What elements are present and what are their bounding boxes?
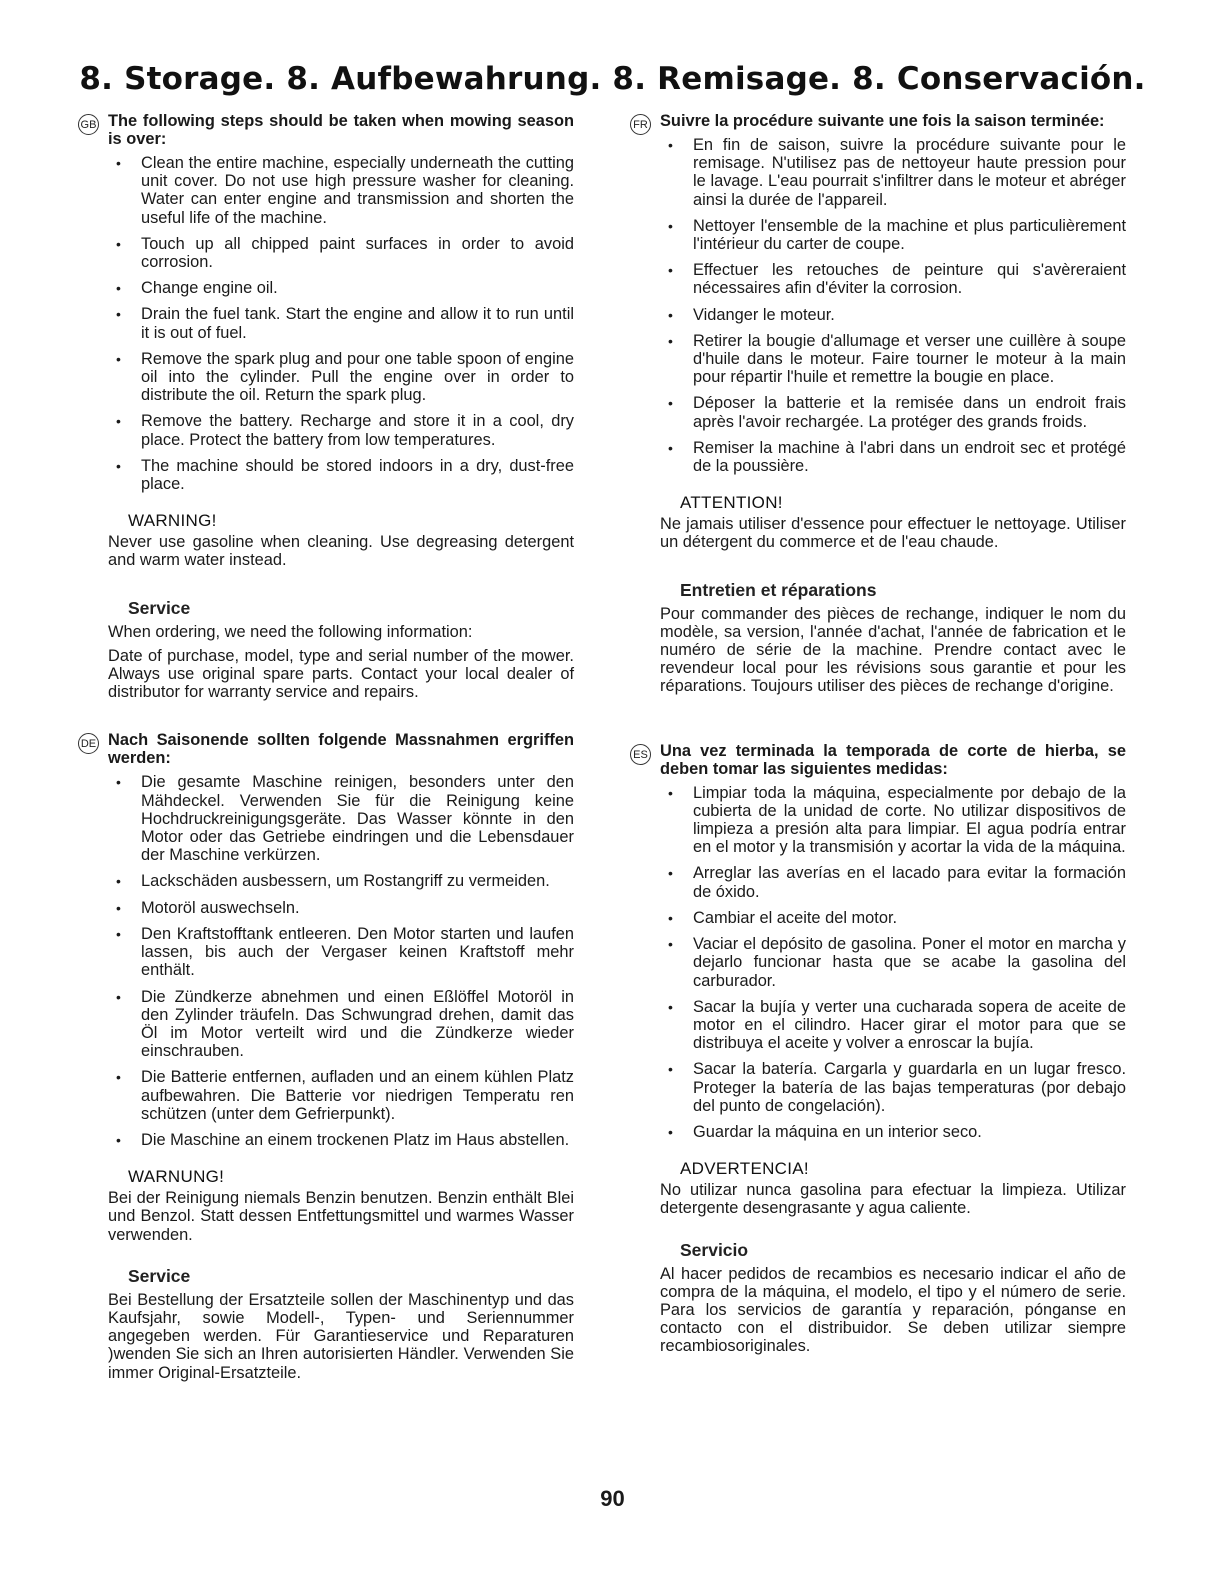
- list-item: • Remove the spark plug and pour one table spoon of engine oil into the cylinder. Pull the engine over in order to distribute the oil. Return the spark plug.: [116, 349, 574, 405]
- list-item: • Sacar la bujía y verter una cucharada sopera de aceite de motor en el cilindro. Hacer girar el motor para que se distribuya el aceite y volver a enroscar la bujía.: [668, 997, 1126, 1053]
- list-item: • Den Kraftstofftank entleeren. Den Motor starten und laufen lassen, bis auch der Vergaser keinen Kraftstoff mehr enthält.: [116, 924, 574, 980]
- list-item: • Retirer la bougie d'allumage et verser une cuillère à soupe d'huile dans le moteur. Faire tourner le moteur à la main pour répartir l'huile et remettre la bougie en place.: [668, 331, 1126, 387]
- section-de: [80, 731, 574, 1382]
- section-fr: [633, 112, 1126, 696]
- steps-list: [108, 154, 574, 493]
- language-badge-gb: GB: [78, 114, 99, 135]
- list-item: • Limpiar toda la máquina, especialmente por debajo de la cubierta de la unidad de corte. No utilizar dispositivos de limpieza a presión alta para limpiar. El agua podría entrar en el motor y la transmisión y acortar la vida de la máquina.: [668, 783, 1126, 857]
- intro-heading: Nach Saisonende sollten folgende Massnahmen ergriffen werden:: [108, 731, 574, 768]
- warning-text: Never use gasoline when cleaning. Use degreasing detergent and warm water instead.: [108, 533, 574, 570]
- warning-heading: ATTENTION!: [680, 493, 783, 513]
- service-text: Al hacer pedidos de recambios es necesario indicar el año de compra de la máquina, el modelo, el tipo y el número de serie. Para los servicios de garantía y reparación, pónganse en contacto con el distribuidor. Se deben utilizar siempre recambiosoriginales.: [660, 1264, 1126, 1356]
- list-item: • Remiser la machine à l'abri dans un endroit sec et protégé de la poussière.: [668, 438, 1126, 476]
- list-item: • Cambiar el aceite del motor.: [668, 908, 898, 927]
- warning-heading: WARNUNG!: [128, 1167, 225, 1187]
- service-text: Date of purchase, model, type and serial number of the mower. Always use original spare parts. Contact your local dealer of distributor for warranty service and repairs.: [108, 646, 574, 702]
- section-es: [633, 741, 1126, 1356]
- steps-list: [108, 773, 574, 1149]
- warning-text: No utilizar nunca gasolina para efectuar la limpieza. Utilizar detergente desengrasante y agua caliente.: [660, 1181, 1126, 1218]
- list-item: • Arreglar las averías en el lacado para evitar la formación de óxido.: [668, 864, 1126, 901]
- list-item: • Touch up all chipped paint surfaces in order to avoid corrosion.: [116, 234, 574, 272]
- left-column: [80, 112, 574, 1388]
- service-heading: Service: [128, 597, 191, 618]
- list-item: • Remove the battery. Recharge and store it in a cool, dry place. Protect the battery from low temperatures.: [116, 412, 574, 449]
- right-column: [633, 112, 1126, 1362]
- page-title: 8. Storage. 8. Aufbewahrung. 8. Remisage. 8. Conservación.: [79, 60, 1146, 97]
- list-item: • Change engine oil.: [116, 279, 278, 298]
- list-item: • En fin de saison, suivre la procédure suivante pour le remisage. N'utilisez pas de nettoyeur haute pression pour le lavage. L'eau pourrait s'infiltrer dans le moteur et abréger ainsi la durée de l'appareil.: [668, 136, 1126, 209]
- list-item: • Vaciar el depósito de gasolina. Poner el motor en marcha y dejarlo funcionar hasta que se acabe la gasolina del carburador.: [668, 935, 1126, 990]
- list-item: • Drain the fuel tank. Start the engine and allow it to run until it is out of fuel.: [116, 305, 574, 342]
- list-item: • Die Batterie entfernen, aufladen und an einem kühlen Platz aufbewahren. Die Batterie vor niedrigen Temperatu ren schützen (unter dem Gefrierpunkt).: [116, 1068, 574, 1123]
- service-heading: Entretien et réparations: [680, 579, 877, 600]
- page-number: 90: [600, 1486, 625, 1511]
- list-item: • Motoröl auswechseln.: [116, 898, 300, 917]
- service-heading: Service: [128, 1265, 191, 1286]
- warning-text: Ne jamais utiliser d'essence pour effectuer le nettoyage. Utiliser un détergent du commerce et de l'eau chaude.: [660, 515, 1126, 552]
- list-item: • Nettoyer l'ensemble de la machine et plus particulièrement l'intérieur du carter de coupe.: [668, 216, 1126, 254]
- service-text: When ordering, we need the following information:: [108, 622, 473, 641]
- list-item: • Clean the entire machine, especially underneath the cutting unit cover. Do not use high pressure washer for cleaning. Water can enter engine and transmission and shorten the useful life of the machine.: [116, 154, 574, 227]
- warning-heading: WARNING!: [128, 511, 217, 531]
- steps-list: [660, 136, 1126, 475]
- list-item: • Die Zündkerze abnehmen und einen Eßlöffel Motoröl in den Zylinder träufeln. Das Schwungrad drehen, damit das Öl im Motor verteilt wird und die Zündkerze wieder einschrauben.: [116, 987, 574, 1061]
- list-item: • The machine should be stored indoors in a dry, dust-free place.: [116, 456, 574, 494]
- language-badge-es: ES: [630, 744, 651, 765]
- warning-text: Bei der Reinigung niemals Benzin benutzen. Benzin enthält Blei und Benzol. Statt dessen Entfettungsmittel und warmes Wasser verwenden.: [108, 1189, 574, 1244]
- list-item: • Déposer la batterie et la remisée dans un endroit frais après l'avoir rechargée. La protéger des grands froids.: [668, 394, 1126, 431]
- intro-heading: Una vez terminada la temporada de corte de hierba, se deben tomar las siguientes medidas:: [660, 741, 1126, 778]
- service-heading: Servicio: [680, 1239, 749, 1260]
- steps-list: [660, 784, 1126, 1141]
- list-item: • Guardar la máquina en un interior seco.: [668, 1122, 982, 1141]
- list-item: • Effectuer les retouches de peinture qui s'avèreraient nécessaires afin d'éviter la corrosion.: [668, 261, 1126, 298]
- language-badge-de: DE: [78, 733, 99, 754]
- list-item: • Die gesamte Maschine reinigen, besonders unter den Mähdeckel. Verwenden Sie für die Reinigung keine Hochdruckreinigungsgeräte. Das Wasser könnte in den Motor oder das Getriebe eindringen und die Lebensdauer der Maschine verkürzen.: [116, 773, 574, 865]
- service-text: Pour commander des pièces de rechange, indiquer le nom du modèle, sa version, l'année d'achat, l'année de fabrication et le numéro de série de la machine. Prendre contact avec le revendeur local pour les révisions sous garantie et pour les réparations. Toujours utiliser des pièces de rechange d'origine.: [660, 604, 1126, 696]
- intro-heading: Suivre la procédure suivante une fois la saison terminée:: [660, 112, 1105, 130]
- warning-heading: ADVERTENCIA!: [680, 1159, 809, 1179]
- intro-heading: The following steps should be taken when mowing season is over:: [108, 112, 574, 148]
- list-item: • Die Maschine an einem trockenen Platz im Haus abstellen.: [116, 1130, 570, 1149]
- list-item: • Vidanger le moteur.: [668, 305, 835, 324]
- language-badge-fr: FR: [630, 114, 651, 135]
- service-text: Bei Bestellung der Ersatzteile sollen der Maschinentyp und das Kaufsjahr, sowie Modell-, Typen- und Seriennummer angegeben werden. Für Garantieservice und Reparaturen )wenden Sie sich an Ihren autorisierten Händler. Verwenden Sie immer Original-Ersatzteile.: [108, 1290, 574, 1382]
- list-item: • Lackschäden ausbessern, um Rostangriff zu vermeiden.: [116, 872, 550, 891]
- list-item: • Sacar la batería. Cargarla y guardarla en un lugar fresco. Proteger la batería de las bajas temperaturas (por debajo del punto de congelación).: [668, 1060, 1126, 1115]
- section-gb: [80, 112, 574, 702]
